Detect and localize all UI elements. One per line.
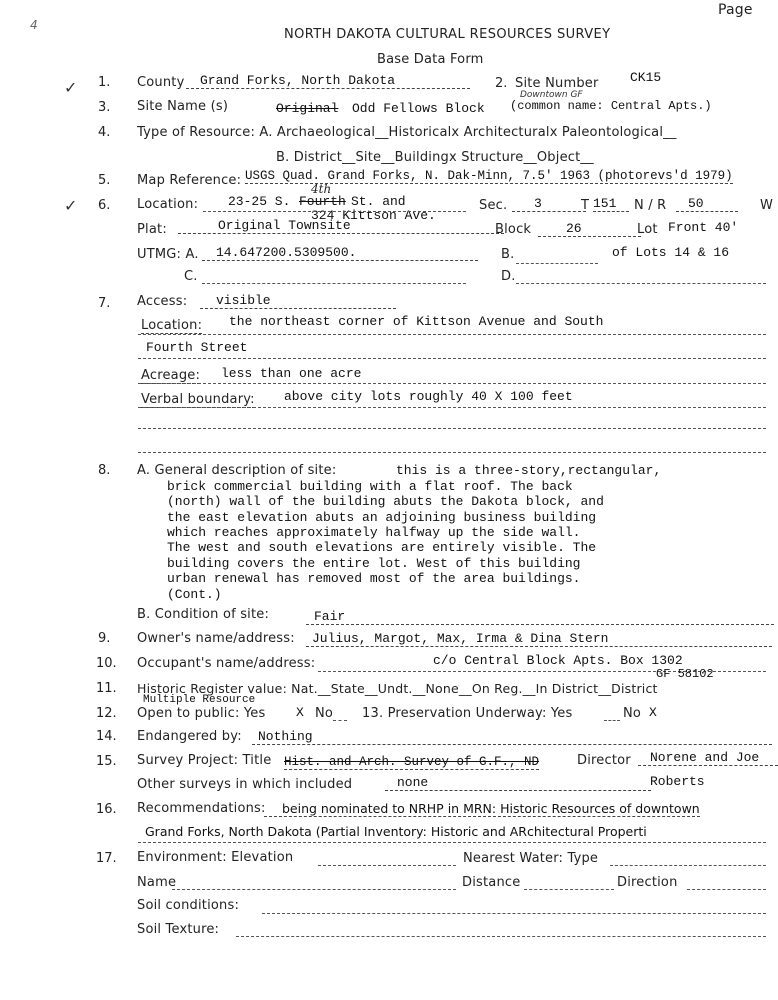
nearest-water-label: Nearest Water: Type (463, 851, 599, 866)
historic-register-extra: Multiple Resource (143, 694, 256, 706)
field-1-number: 1. (98, 75, 111, 90)
recommendations-value: being nominated to NRHP in MRN: Historic Resources of downtown (264, 801, 700, 817)
site-number-handwritten: Downtown GF (520, 90, 583, 100)
resource-type-line-b: B. District__Site__Buildingx Structure__Object__ (276, 150, 594, 165)
field-4-number: 4. (98, 125, 111, 140)
field-2-number: 2. (495, 76, 508, 91)
site-number-label: Site Number (515, 76, 599, 91)
director-label: Director (577, 753, 631, 768)
description-line: (Cont.) (167, 587, 222, 602)
plat-value: Original Townsite (178, 218, 504, 234)
soil-texture-label: Soil Texture: (137, 922, 220, 937)
utmg-value: 14.647200.5309500. (202, 245, 478, 261)
other-surveys-value: none (385, 775, 651, 791)
site-name-label: Site Name (s) (137, 99, 229, 114)
field-11-number: 11. (96, 681, 117, 696)
director-value-2: Roberts (650, 774, 705, 789)
environment-label: Environment: Elevation (137, 850, 294, 865)
site-name-value: Odd Fellows Block (352, 101, 485, 116)
corner-mark: 4 (30, 18, 38, 32)
recommendations-label: Recommendations: (137, 801, 266, 816)
block-label: Block (495, 222, 532, 237)
field-16-number: 16. (96, 802, 117, 817)
field-5-number: 5. (98, 173, 111, 188)
township-label: T (581, 198, 590, 213)
location-value-struck: Fourth (299, 194, 346, 209)
resource-type-line-a: Type of Resource: A. Archaeological__Historicalx Architecturalx Paleontological__ (137, 125, 677, 140)
description-line: (north) wall of the building abuts the Dakota block, and (167, 494, 604, 509)
location-value-pre: 23-25 S. (228, 194, 291, 209)
general-description-label: A. General description of site: (137, 463, 337, 478)
utmg-c-label: C. (184, 269, 198, 284)
site-location-value-2: Fourth Street (146, 340, 248, 355)
form-subtitle: Base Data Form (377, 52, 484, 67)
open-to-public-no-label: No (315, 706, 334, 721)
description-line: The west and south elevations are entirely visible. The (167, 540, 597, 555)
location-handwritten-insert: 4th (311, 182, 332, 196)
access-label: Access: (137, 294, 188, 309)
field-6-number: 6. (98, 198, 111, 213)
director-value: Norene and Joe (638, 750, 778, 766)
site-location-value: the northeast corner of Kittson Avenue and South (229, 314, 604, 329)
preservation-no-mark: X (649, 705, 657, 720)
owner-value: Julius, Margot, Max, Irma & Dina Stern (306, 631, 772, 647)
utmg-label: UTMG: A. (137, 247, 199, 262)
county-value: Grand Forks, North Dakota (186, 73, 470, 89)
other-surveys-label: Other surveys in which included (137, 777, 353, 792)
open-to-public-yes-mark: X (296, 705, 304, 720)
description-line: brick commercial building with a flat roof. The back (167, 479, 573, 494)
field-15-number: 15. (96, 754, 117, 769)
map-reference-value: USGS Quad. Grand Forks, N. Dak-Minn, 7.5' 1963 (photorevs'd 1979) (245, 169, 733, 183)
description-line: the east elevation abuts an adjoining business building (167, 510, 597, 525)
general-description-first: this is a three-story,rectangular, (396, 463, 662, 478)
sec-value: 3 (512, 196, 586, 212)
field-7-number: 7. (98, 296, 111, 311)
survey-title-value: Hist. and Arch. Survey of G.F., ND (284, 755, 540, 769)
open-to-public-label: Open to public: Yes (137, 706, 266, 721)
direction-label: Direction (617, 875, 678, 890)
page-label: Page (718, 2, 753, 18)
acreage-value: less than one acre (221, 366, 362, 381)
endangered-value: Nothing (252, 729, 772, 745)
occupant-value-2: GF 58102 (656, 667, 714, 681)
county-label: County (137, 75, 185, 90)
acreage-label: Acreage: (141, 368, 201, 383)
lot-value: Front 40' (668, 220, 739, 235)
margin-check-6: ✓ (64, 196, 78, 215)
survey-project-label: Survey Project: Title (137, 753, 272, 768)
occupant-label: Occupant's name/address: (137, 656, 316, 671)
condition-label: B. Condition of site: (137, 607, 270, 622)
recommendations-value-2: Grand Forks, North Dakota (Partial Inventory: Historic and ARchitectural Properti (145, 824, 647, 839)
description-line: which reaches approximately halfway up the side wall. (167, 525, 581, 540)
field-8-number: 8. (98, 463, 111, 478)
lot-label: Lot (637, 222, 658, 237)
field-10-number: 10. (96, 656, 117, 671)
condition-value: Fair (306, 609, 774, 625)
plat-label: Plat: (137, 222, 167, 237)
description-line: building covers the entire lot. West of this building (167, 556, 581, 571)
soil-conditions-label: Soil conditions: (137, 898, 240, 913)
distance-label: Distance (462, 875, 521, 890)
form-title: NORTH DAKOTA CULTURAL RESOURCES SURVEY (284, 27, 611, 42)
owner-label: Owner's name/address: (137, 631, 295, 646)
site-common-name: (common name: Central Apts.) (510, 99, 712, 113)
range-value: 50 (676, 196, 738, 212)
field-17-number: 17. (96, 851, 117, 866)
site-name-struck: Original (276, 101, 339, 116)
range-label: N / R (634, 198, 667, 213)
margin-check-1: ✓ (64, 78, 78, 97)
field-12-number: 12. (96, 706, 117, 721)
range-w-label: W (760, 198, 774, 213)
field-3-number: 3. (98, 100, 111, 115)
location-value-line2: 324 Kittson Ave. (311, 208, 436, 223)
site-number-value: CK15 (630, 70, 662, 85)
preservation-no-label: No (623, 706, 642, 721)
endangered-label: Endangered by: (137, 729, 242, 744)
description-line: urban renewal has removed most of the area buildings. (167, 571, 581, 586)
verbal-boundary-value: above city lots roughly 40 X 100 feet (284, 389, 573, 404)
sec-label: Sec. (479, 198, 508, 213)
location-value-post: St. and (351, 194, 406, 209)
field-9-number: 9. (98, 631, 111, 646)
utmg-b-label: B. (501, 247, 515, 262)
occupant-value: c/o Central Block Apts. Box 1302 (433, 653, 683, 668)
preservation-label: 13. Preservation Underway: Yes (362, 706, 573, 721)
site-location-label: Location: (141, 318, 203, 333)
water-name-label: Name (137, 875, 177, 890)
historic-register-label: Historic Register value: Nat.__State__Undt.__None__On Reg.__In District__District (137, 681, 658, 696)
utmg-d-label: D. (501, 269, 516, 284)
location-label: Location: (137, 197, 199, 212)
block-value: 26 (538, 221, 641, 237)
map-reference-label: Map Reference: (137, 173, 242, 188)
township-value: 151 (593, 196, 629, 212)
access-value: visible (200, 293, 396, 309)
verbal-boundary-label: Verbal boundary: (141, 392, 255, 407)
field-14-number: 14. (96, 729, 117, 744)
lots-value: of Lots 14 & 16 (612, 245, 730, 260)
